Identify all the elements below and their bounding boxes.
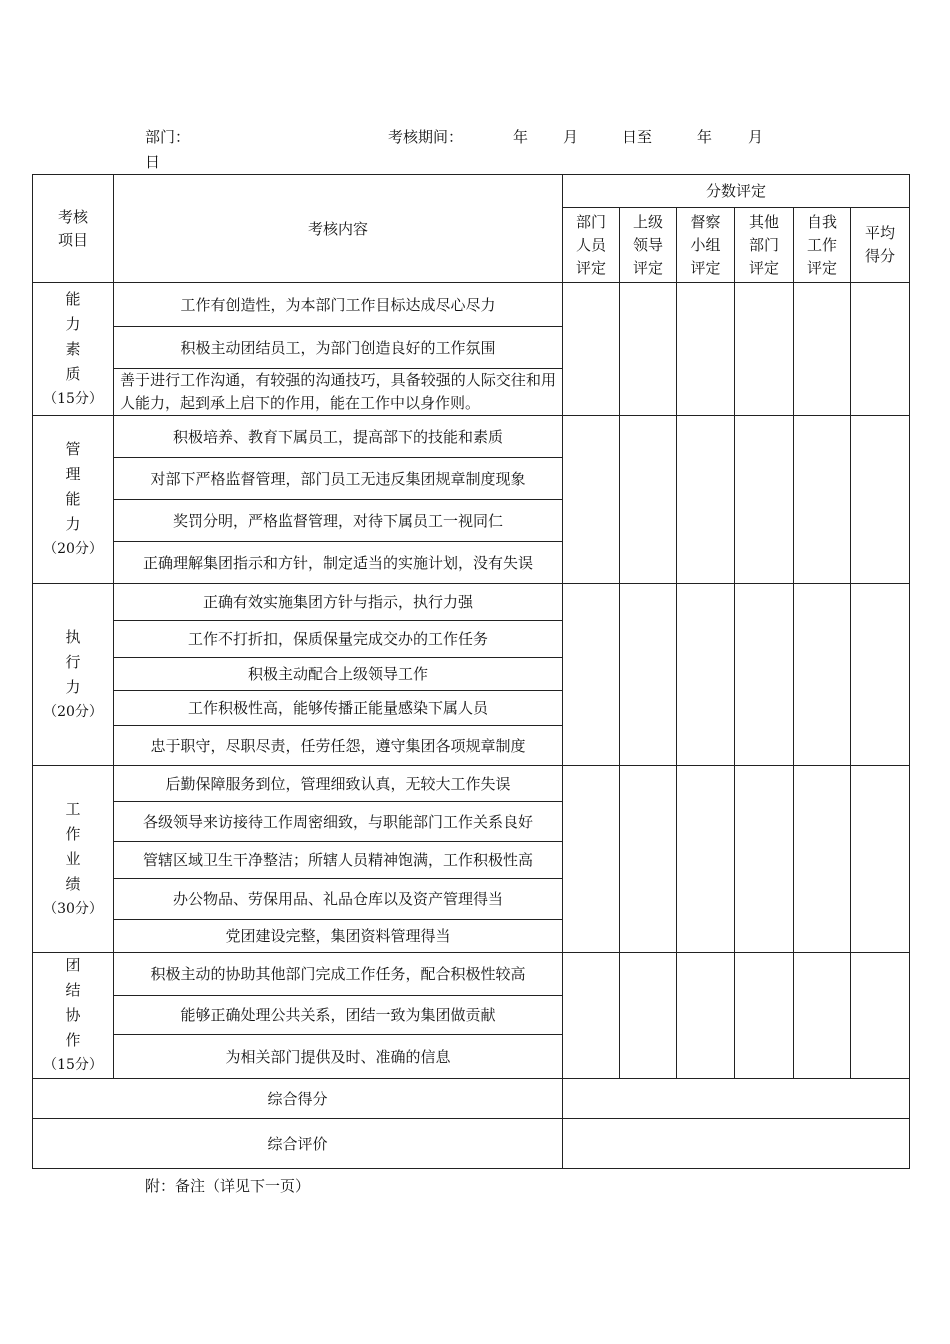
score-col-header: 督察 小组 评定 — [677, 208, 735, 283]
category-label: 团 结 协 作 （15分） — [33, 953, 114, 1079]
score-cell[interactable] — [794, 416, 851, 584]
total-score-label: 综合得分 — [33, 1079, 563, 1119]
category-label: 管 理 能 力 （20分） — [33, 416, 114, 584]
score-cell[interactable] — [620, 766, 677, 953]
category-label: 执 行 力 （20分） — [33, 584, 114, 766]
evaluation-item: 办公物品、劳保用品、礼品仓库以及资产管理得当 — [114, 879, 563, 920]
score-cell[interactable] — [677, 766, 735, 953]
score-col-header: 其他 部门 评定 — [735, 208, 794, 283]
category-label: 能 力 素 质 （15分） — [33, 283, 114, 416]
period-year-end: 年 — [697, 128, 713, 146]
score-cell[interactable] — [563, 953, 620, 1079]
score-cell[interactable] — [563, 766, 620, 953]
period-label: 考核期间： — [388, 128, 464, 146]
score-cell[interactable] — [851, 766, 910, 953]
score-cell[interactable] — [620, 953, 677, 1079]
evaluation-item: 积极主动配合上级领导工作 — [114, 658, 563, 691]
score-cell[interactable] — [851, 283, 910, 416]
score-col-header: 自我 工作 评定 — [794, 208, 851, 283]
period-day-end: 日 — [145, 153, 161, 171]
evaluation-item: 正确有效实施集团方针与指示，执行力强 — [114, 584, 563, 621]
score-cell[interactable] — [735, 766, 794, 953]
score-cell[interactable] — [851, 584, 910, 766]
period-year-start: 年 — [513, 128, 529, 146]
period-day-to: 日至 — [622, 128, 653, 146]
evaluation-item: 工作不打折扣，保质保量完成交办的工作任务 — [114, 621, 563, 658]
col-header-score-group: 分数评定 — [563, 175, 910, 208]
score-cell[interactable] — [677, 953, 735, 1079]
score-cell[interactable] — [735, 584, 794, 766]
evaluation-item: 工作积极性高，能够传播正能量感染下属人员 — [114, 691, 563, 726]
score-col-header: 平均 得分 — [851, 208, 910, 283]
score-cell[interactable] — [794, 953, 851, 1079]
total-eval-value[interactable] — [563, 1119, 910, 1169]
footer-note: 附：备注（详见下一页） — [145, 1177, 311, 1195]
evaluation-item: 善于进行工作沟通，有较强的沟通技巧，具备较强的人际交往和用人能力，起到承上启下的作用，能在工作中以身作则。 — [114, 369, 563, 416]
evaluation-item: 对部下严格监督管理，部门员工无违反集团规章制度现象 — [114, 458, 563, 500]
total-eval-label: 综合评价 — [33, 1119, 563, 1169]
dept-label: 部门： — [145, 128, 191, 146]
evaluation-item: 正确理解集团指示和方针，制定适当的实施计划，没有失误 — [114, 542, 563, 584]
category-label: 工 作 业 绩 （30分） — [33, 766, 114, 953]
evaluation-item: 积极主动的协助其他部门完成工作任务，配合积极性较高 — [114, 953, 563, 996]
evaluation-item: 积极培养、教育下属员工，提高部下的技能和素质 — [114, 416, 563, 458]
evaluation-table — [32, 174, 910, 1169]
score-cell[interactable] — [620, 416, 677, 584]
score-cell[interactable] — [563, 283, 620, 416]
score-cell[interactable] — [794, 283, 851, 416]
col-header-item: 考核 项目 — [33, 175, 114, 283]
evaluation-item: 党团建设完整，集团资料管理得当 — [114, 920, 563, 953]
score-col-header: 上级 领导 评定 — [620, 208, 677, 283]
score-cell[interactable] — [620, 283, 677, 416]
evaluation-item: 忠于职守，尽职尽责，任劳任怨，遵守集团各项规章制度 — [114, 726, 563, 766]
score-cell[interactable] — [735, 283, 794, 416]
total-score-value[interactable] — [563, 1079, 910, 1119]
score-col-header: 部门 人员 评定 — [563, 208, 620, 283]
score-cell[interactable] — [563, 416, 620, 584]
evaluation-item: 后勤保障服务到位，管理细致认真，无较大工作失误 — [114, 766, 563, 802]
score-cell[interactable] — [677, 283, 735, 416]
col-header-content: 考核内容 — [114, 175, 563, 283]
evaluation-item: 管辖区域卫生干净整洁；所辖人员精神饱满，工作积极性高 — [114, 842, 563, 879]
evaluation-item: 积极主动团结员工，为部门创造良好的工作氛围 — [114, 327, 563, 369]
score-cell[interactable] — [735, 953, 794, 1079]
score-cell[interactable] — [851, 416, 910, 584]
score-cell[interactable] — [677, 416, 735, 584]
score-cell[interactable] — [563, 584, 620, 766]
score-cell[interactable] — [794, 766, 851, 953]
evaluation-item: 能够正确处理公共关系，团结一致为集团做贡献 — [114, 995, 563, 1035]
evaluation-item: 各级领导来访接待工作周密细致，与职能部门工作关系良好 — [114, 802, 563, 842]
evaluation-item: 工作有创造性，为本部门工作目标达成尽心尽力 — [114, 283, 563, 327]
score-cell[interactable] — [677, 584, 735, 766]
score-cell[interactable] — [851, 953, 910, 1079]
period-month-start: 月 — [563, 128, 579, 146]
score-cell[interactable] — [735, 416, 794, 584]
period-month-end: 月 — [748, 128, 764, 146]
evaluation-item: 为相关部门提供及时、准确的信息 — [114, 1035, 563, 1079]
score-cell[interactable] — [794, 584, 851, 766]
evaluation-item: 奖罚分明，严格监督管理，对待下属员工一视同仁 — [114, 500, 563, 542]
score-cell[interactable] — [620, 584, 677, 766]
